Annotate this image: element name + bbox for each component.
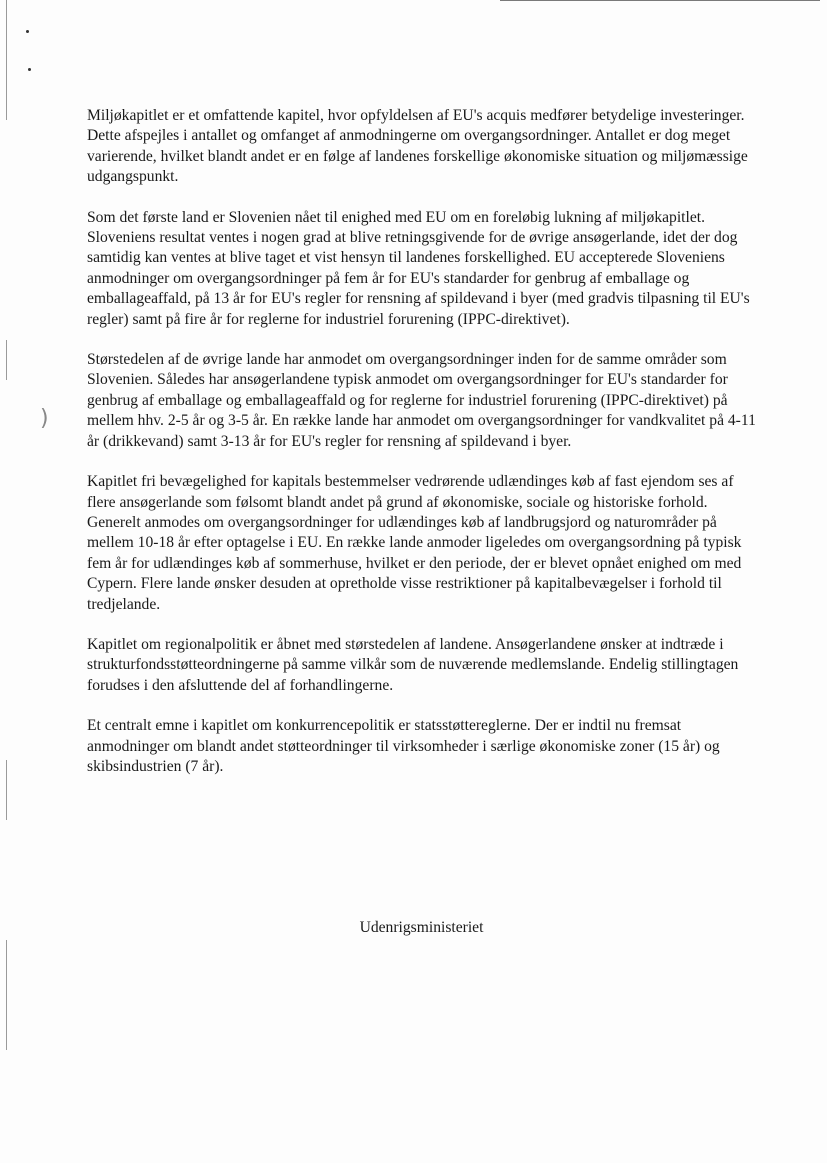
- scan-edge-left-4: [6, 940, 7, 1050]
- paragraph-competition-policy: Et centralt emne i kapitlet om konkurrencepolitik er statsstøttereglerne. Der er indtil nu fremsat anmodninger om blandt andet støtteordninger til virksomheder i særlige økonomiske zoner (15 år) og skibsindustrien (7 år).: [87, 717, 720, 775]
- paragraph-regional-policy: Kapitlet om regionalpolitik er åbnet med størstedelen af landene. Ansøgerlandene ønsker at indtræde i strukturfondsstøtteordningerne på samme vilkår som de nuværende medlemslande. Endelig stillingtagen forudses i den afsluttende del af forhandlingerne.: [87, 635, 739, 694]
- paragraph-capital-movement: Kapitlet fri bevægelighed for kapitals bestemmelser vedrørende udlændinges køb af fast ejendom ses af flere ansøgerlande som følsomt blandt andet på grund af økonomiske, sociale og historiske forhold. Generelt anmodes om overgangsordninger for udlændinges køb af landbrugsjord og naturområder på mellem 10-18 år efter optagelse i EU. En række lande anmoder ligeledes om overgangsordning på typisk fem år for udlændinges køb af sommerhuse, hvilket er den periode, der er blevet opnået enighed om med Cypern. Flere lande ønsker desuden at opretholde visse restriktioner på kapitalbevægelser i forhold til tredjelande.: [87, 473, 742, 613]
- scan-edge-left-3: [6, 760, 7, 820]
- paragraph-other-countries: Størstedelen af de øvrige lande har anmodet om overgangsordninger inden for de samme områder som Slovenien. Således har ansøgerlandene typisk anmodet om overgangsordninger for EU's standarder for genbrug af emballage og emballageaffald og for reglerne for industriel forurening (IPPC-direktivet) på mellem hhv. 2-5 år og 3-5 år. En række lande har anmodet om overgangsordninger for vandkvalitet på 4-11 år (drikkevand) samt 3-13 år for EU's regler for rensning af spildevand i byer.: [87, 351, 756, 450]
- footer-signature: Udenrigsministeriet: [359, 919, 484, 936]
- paragraph-slovenia: Som det første land er Slovenien nået til enighed med EU om en foreløbig lukning af miljøkapitlet. Sloveniens resultat ventes i nogen grad at blive retningsgivende for de øvrige ansøgerlande, idet der dog samtidig kan ventes at blive taget et vist hensyn til landenes forskellighed. EU accepterede Sloveniens anmodninger om overgangsordninger på fem år for EU's standarder for genbrug af emballage og emballageaffald, på 13 år for EU's regler for rensning af spildevand i byer (med gradvis tilpasning til EU's regler) samt på fire år for reglerne for industriel forurening (IPPC-direktivet).: [87, 208, 750, 328]
- scan-dot-2: [28, 68, 31, 71]
- paragraph-environment: Miljøkapitlet er et omfattende kapitel, hvor opfyldelsen af EU's acquis medfører betydelige investeringer. Dette afspejles i antallet og omfanget af anmodningerne om overgangsordninger. Antallet er dog meget varierende, hvilket blandt andet er en følge af landenes forskellige økonomiske situation og miljømæssige udgangspunkt.: [87, 107, 748, 186]
- scan-paren-mark: ): [40, 406, 49, 431]
- document-footer: [0, 918, 827, 938]
- document-body: [87, 106, 763, 797]
- scan-edge-left-1: [6, 0, 7, 120]
- scan-edge-top: [500, 0, 820, 1]
- scan-dot-1: [26, 30, 29, 33]
- scan-edge-left-2: [6, 340, 7, 380]
